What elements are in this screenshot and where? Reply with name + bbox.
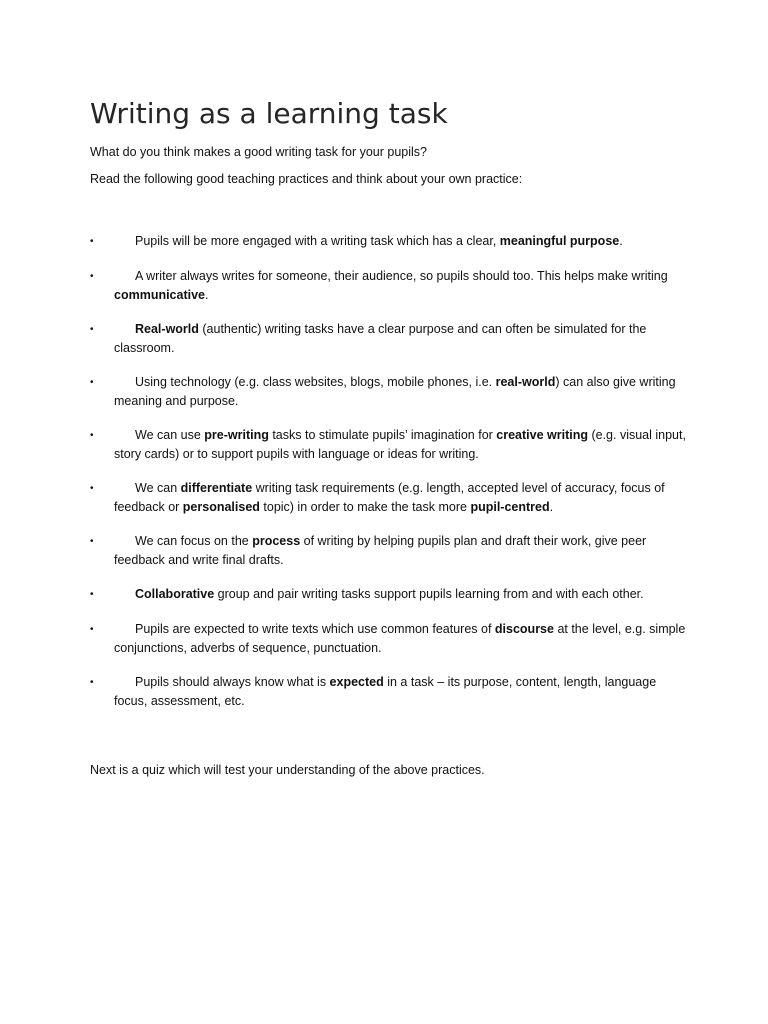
item-text: .	[205, 288, 209, 302]
item-text: Using technology (e.g. class websites, blogs, mobile phones, i.e.	[135, 375, 496, 389]
page-title: Writing as a learning task	[90, 97, 448, 130]
item-text: We can use	[135, 428, 205, 442]
bold-term: process	[252, 534, 301, 548]
item-text: .	[619, 234, 623, 248]
item-text: (authentic) writing tasks have a clear purpose and can often be simulated for the classroom.	[114, 322, 647, 355]
list-item	[90, 267, 690, 305]
item-text: We can	[135, 481, 181, 495]
item-text: Pupils are expected to write texts which use common features of	[135, 622, 495, 636]
list-item	[90, 426, 690, 464]
practices-list	[90, 232, 690, 726]
bold-term: pupil-centred	[470, 500, 550, 514]
list-item	[90, 232, 690, 251]
bullet-symbol: •	[90, 589, 94, 600]
bullet-symbol: •	[90, 271, 94, 282]
bullet-symbol: •	[90, 236, 94, 247]
list-item	[90, 373, 690, 411]
item-text: Pupils should always know what is	[135, 675, 330, 689]
item-text: at the level, e.g. simple conjunctions, adverbs of sequence, punctuation.	[114, 622, 686, 655]
list-item	[90, 479, 690, 517]
bullet-symbol: •	[90, 677, 94, 688]
item-text: We can focus on the	[135, 534, 253, 548]
bold-term: communicative	[114, 288, 206, 302]
list-item	[90, 620, 690, 658]
list-item	[90, 320, 690, 358]
bullet-symbol: •	[90, 324, 94, 335]
bold-term: Collaborative	[135, 587, 215, 601]
item-text: in a task – its purpose, content, length, language focus, assessment, etc.	[114, 675, 657, 708]
bullet-symbol: •	[90, 430, 94, 441]
list-item	[90, 532, 690, 570]
bullet-symbol: •	[90, 624, 94, 635]
bold-term: pre-writing	[204, 428, 269, 442]
item-text: Pupils will be more engaged with a writing task which has a clear,	[135, 234, 500, 248]
item-text: (e.g. visual input, story cards) or to support pupils with language or ideas for writing.	[114, 428, 686, 461]
bold-term: personalised	[182, 500, 260, 514]
item-text: ) can also give writing meaning and purpose.	[114, 375, 676, 408]
bullet-symbol: •	[90, 483, 94, 494]
item-text: group and pair writing tasks support pupils learning from and with each other.	[214, 587, 644, 601]
bold-term: expected	[329, 675, 384, 689]
item-text: A writer always writes for someone, their audience, so pupils should too. This helps make writing	[135, 269, 668, 283]
item-text: .	[549, 500, 554, 514]
bullet-symbol: •	[90, 536, 94, 547]
item-text: writing task requirements (e.g. length, accepted level of accuracy, focus of feedback or	[114, 481, 665, 514]
item-text: topic) in order to make the task more	[259, 500, 471, 514]
list-item	[90, 585, 690, 604]
bold-term: real-world	[495, 375, 556, 389]
item-text: tasks to stimulate pupils’ imagination for	[268, 428, 497, 442]
bold-term: discourse	[494, 622, 554, 636]
list-item	[90, 673, 690, 711]
outro-text: Next is a quiz which will test your understanding of the above practices.	[90, 763, 485, 777]
bold-term: meaningful purpose	[499, 234, 620, 248]
intro-question: What do you think makes a good writing task for your pupils?	[90, 145, 427, 159]
item-text: of writing by helping pupils plan and draft their work, give peer feedback and write final drafts.	[114, 534, 647, 567]
intro-instruction: Read the following good teaching practices and think about your own practice:	[90, 172, 523, 186]
bold-term: Real-world	[135, 322, 199, 336]
bold-term: creative writing	[496, 428, 588, 442]
bold-term: differentiate	[180, 481, 253, 495]
bullet-symbol: •	[90, 377, 94, 388]
